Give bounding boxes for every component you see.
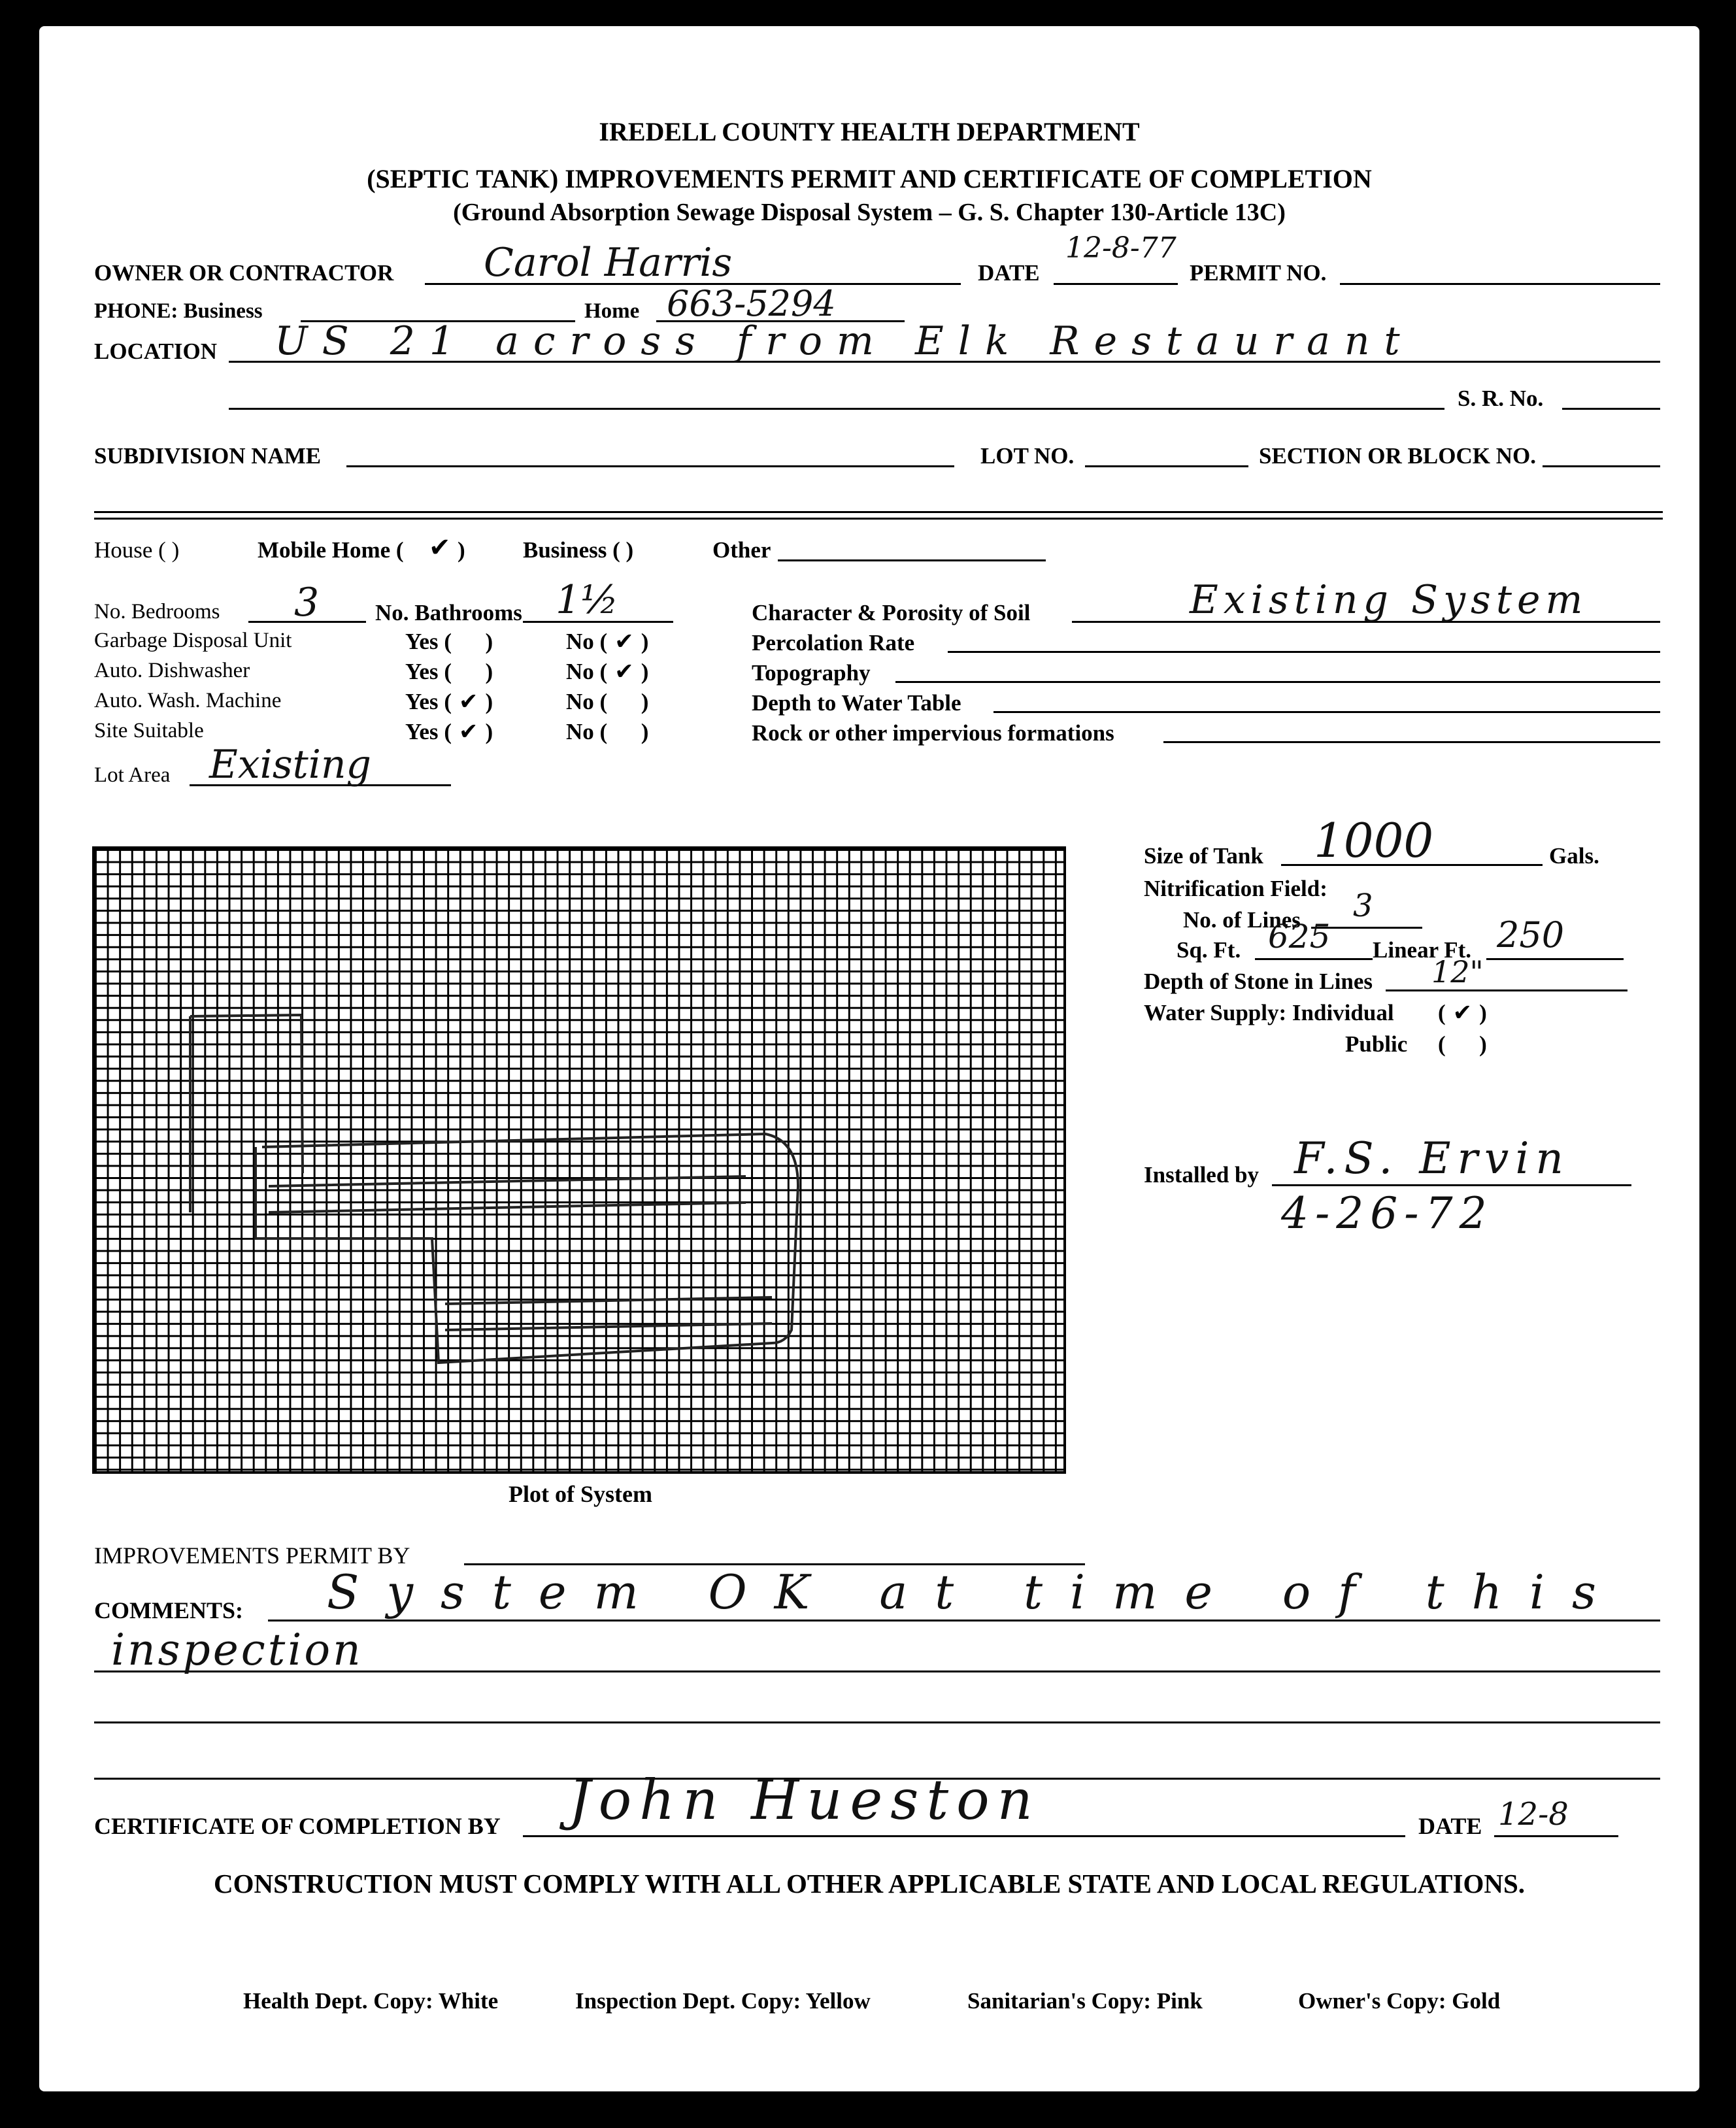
- installed-by-line: [1272, 1184, 1631, 1186]
- dishwasher-yes[interactable]: Yes ( ): [405, 659, 493, 684]
- wash-machine-no[interactable]: No ( ): [566, 689, 649, 714]
- linear-ft-label: Linear Ft.: [1373, 937, 1472, 963]
- comments-value-2[interactable]: inspection: [111, 1625, 363, 1675]
- water-public-option[interactable]: ( ): [1438, 1031, 1487, 1057]
- subdivision-label: SUBDIVISION NAME: [94, 443, 322, 469]
- dishwasher-label: Auto. Dishwasher: [94, 659, 250, 682]
- soil-character-value[interactable]: Existing System: [1190, 577, 1588, 623]
- comments-line-3: [94, 1721, 1660, 1723]
- garbage-disposal-no-check-icon: ✔: [614, 629, 634, 655]
- certificate-line: [523, 1835, 1405, 1837]
- certificate-label: CERTIFICATE OF COMPLETION BY: [94, 1813, 501, 1839]
- garbage-disposal-yes[interactable]: Yes ( ): [405, 629, 493, 654]
- sketch-house-outline: [190, 1015, 303, 1212]
- sketch-lines: [269, 1176, 772, 1330]
- phone-home-value[interactable]: 663-5294: [667, 283, 836, 324]
- water-supply-label: Water Supply: Individual: [1144, 1000, 1394, 1025]
- site-suitable-yes-check-icon: ✔: [459, 719, 478, 745]
- bedrooms-value[interactable]: 3: [294, 580, 320, 625]
- stone-depth-label: Depth of Stone in Lines: [1144, 969, 1373, 994]
- certificate-date-value[interactable]: 12-8: [1498, 1796, 1569, 1833]
- water-public-label: Public: [1345, 1031, 1408, 1057]
- site-suitable-label: Site Suitable: [94, 719, 204, 742]
- sqft-value[interactable]: 625: [1268, 918, 1331, 956]
- tank-size-value[interactable]: 1000: [1314, 813, 1434, 868]
- date-label: DATE: [978, 260, 1040, 286]
- copy-health-dept: Health Dept. Copy: White: [243, 1988, 499, 2014]
- location-line-2: [229, 408, 1444, 410]
- linear-ft-line: [1486, 958, 1624, 960]
- water-table-line: [993, 711, 1660, 713]
- lines-value[interactable]: 3: [1353, 888, 1373, 924]
- comments-label: COMMENTS:: [94, 1597, 243, 1623]
- improvements-permit-label: IMPROVEMENTS PERMIT BY: [94, 1542, 410, 1569]
- bathrooms-value[interactable]: 1½: [556, 577, 619, 623]
- nitrification-label: Nitrification Field:: [1144, 876, 1327, 901]
- copy-inspection-dept: Inspection Dept. Copy: Yellow: [575, 1988, 871, 2014]
- comments-value-1[interactable]: System OK at time of this: [327, 1565, 1624, 1620]
- owner-value[interactable]: Carol Harris: [484, 240, 733, 286]
- tank-size-unit: Gals.: [1549, 843, 1599, 869]
- percolation-line: [948, 651, 1660, 653]
- lot-no-line: [1085, 465, 1248, 467]
- department-title: IREDELL COUNTY HEALTH DEPARTMENT: [599, 117, 1140, 146]
- installed-by-label: Installed by: [1144, 1162, 1260, 1188]
- rock-line: [1163, 741, 1660, 743]
- subdivision-line: [346, 465, 954, 467]
- water-individual-option[interactable]: ( ✔ ): [1438, 1000, 1487, 1026]
- garbage-disposal-no[interactable]: No ( ✔ ): [566, 629, 649, 655]
- site-suitable-yes[interactable]: Yes ( ✔ ): [405, 719, 493, 745]
- owner-label: OWNER OR CONTRACTOR: [94, 260, 394, 286]
- comments-line-1: [268, 1620, 1660, 1621]
- date-line: [1054, 283, 1178, 285]
- section-block-line: [1543, 465, 1660, 467]
- wash-machine-yes-check-icon: ✔: [459, 689, 478, 715]
- form-title: (SEPTIC TANK) IMPROVEMENTS PERMIT AND CERTIFICATE OF COMPLETION: [367, 164, 1372, 193]
- dishwasher-no[interactable]: No ( ✔ ): [566, 659, 649, 685]
- permit-no-label: PERMIT NO.: [1190, 260, 1327, 286]
- bathrooms-label: No. Bathrooms: [375, 600, 522, 625]
- form-subtitle: (Ground Absorption Sewage Disposal System – G. S. Chapter 130-Article 13C): [453, 199, 1286, 226]
- certificate-date-line: [1494, 1835, 1618, 1837]
- plot-caption: Plot of System: [509, 1481, 652, 1507]
- wash-machine-yes[interactable]: Yes ( ✔ ): [405, 689, 493, 715]
- stone-depth-line: [1386, 989, 1628, 991]
- sr-no-line: [1562, 408, 1660, 410]
- percolation-label: Percolation Rate: [752, 630, 915, 656]
- linear-ft-value[interactable]: 250: [1497, 914, 1565, 956]
- water-table-label: Depth to Water Table: [752, 690, 961, 716]
- copy-owner: Owner's Copy: Gold: [1298, 1988, 1501, 2014]
- certificate-signature[interactable]: John Hueston: [569, 1768, 1041, 1832]
- location-value[interactable]: US 21 across from Elk Restaurant: [275, 318, 1414, 364]
- topography-line: [895, 681, 1660, 683]
- lot-area-value[interactable]: Existing: [209, 742, 371, 788]
- plot-sketch: [92, 846, 1066, 1474]
- certificate-date-label: DATE: [1418, 1813, 1482, 1839]
- lot-area-label: Lot Area: [94, 763, 171, 787]
- rock-label: Rock or other impervious formations: [752, 720, 1114, 746]
- water-individual-check-icon: ✔: [1452, 1000, 1473, 1026]
- stone-depth-value[interactable]: 12": [1431, 954, 1484, 989]
- wash-machine-label: Auto. Wash. Machine: [94, 689, 282, 712]
- date-value[interactable]: 12-8-77: [1065, 231, 1177, 265]
- location-label: LOCATION: [94, 339, 217, 364]
- bedrooms-label: No. Bedrooms: [94, 600, 220, 623]
- lines-label: No. of Lines: [1183, 907, 1301, 933]
- garbage-disposal-label: Garbage Disposal Unit: [94, 629, 292, 652]
- divider-top: [94, 511, 1663, 513]
- other-label: Other: [712, 537, 771, 563]
- lot-no-label: LOT NO.: [980, 443, 1075, 469]
- copy-sanitarian: Sanitarian's Copy: Pink: [967, 1988, 1203, 2014]
- soil-character-label: Character & Porosity of Soil: [752, 600, 1031, 625]
- site-suitable-no[interactable]: No ( ): [566, 719, 649, 744]
- phone-business-label: PHONE: Business: [94, 299, 263, 323]
- mobile-home-option[interactable]: Mobile Home (: [258, 537, 404, 563]
- sr-no-label: S. R. No.: [1458, 386, 1544, 411]
- divider-bottom: [94, 518, 1663, 520]
- sqft-label: Sq. Ft.: [1177, 937, 1241, 963]
- business-option[interactable]: Business ( ): [523, 537, 634, 563]
- permit-no-line: [1340, 283, 1660, 285]
- installed-date-value[interactable]: 4-26-72: [1281, 1188, 1494, 1239]
- sqft-line: [1255, 958, 1373, 960]
- dishwasher-no-check-icon: ✔: [614, 659, 634, 685]
- compliance-notice: CONSTRUCTION MUST COMPLY WITH ALL OTHER APPLICABLE STATE AND LOCAL REGULATIONS.: [213, 1869, 1526, 1899]
- mobile-home-check-icon: ✔: [429, 533, 451, 563]
- other-line: [778, 559, 1046, 561]
- installed-by-value[interactable]: F.S. Ervin: [1294, 1133, 1570, 1184]
- topography-label: Topography: [752, 660, 871, 686]
- section-block-label: SECTION OR BLOCK NO.: [1259, 443, 1536, 469]
- house-option[interactable]: House ( ): [94, 537, 180, 563]
- mobile-home-close: ): [458, 537, 465, 563]
- phone-home-label: Home: [584, 299, 640, 323]
- permit-form: [39, 26, 1699, 2091]
- tank-size-label: Size of Tank: [1144, 843, 1263, 869]
